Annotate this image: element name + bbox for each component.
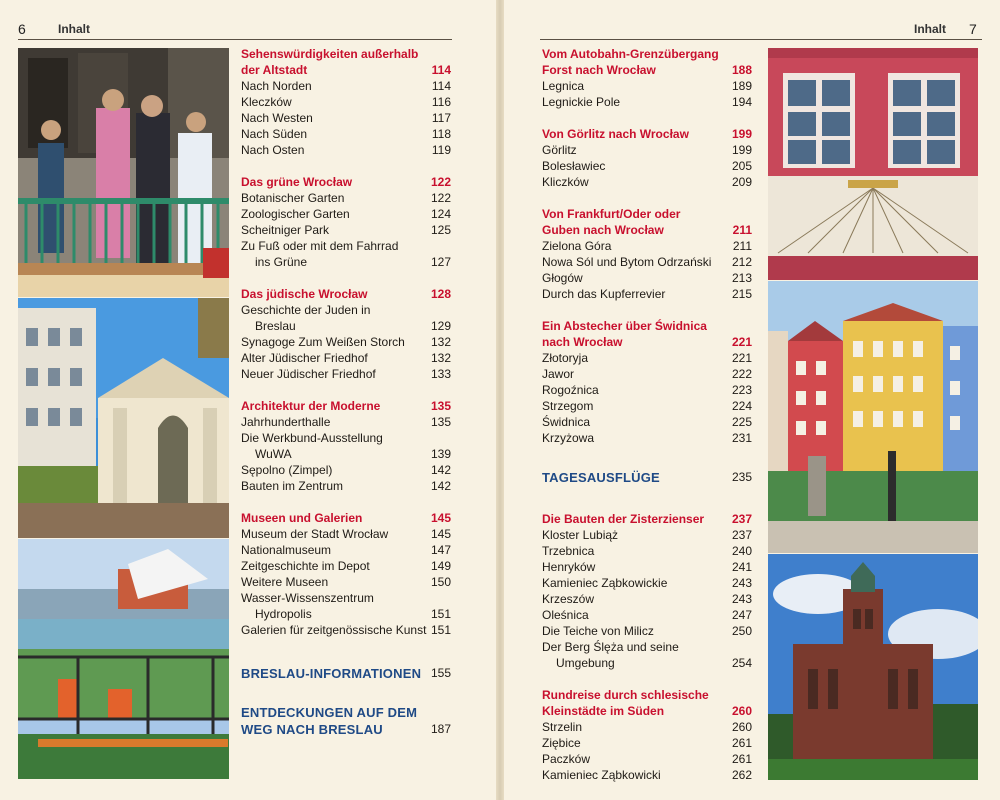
toc-page-number: 213: [731, 271, 752, 285]
toc-chapter-heading[interactable]: [542, 318, 752, 334]
toc-entry-title: Świdnica: [542, 415, 591, 429]
toc-page-number: 241: [731, 560, 752, 574]
toc-entry[interactable]: [241, 622, 451, 638]
toc-chapter-heading[interactable]: [542, 46, 752, 62]
toc-page-number: 215: [731, 287, 752, 301]
toc-page-number: 128: [430, 287, 451, 301]
toc-entry-title: Neuer Jüdischer Friedhof: [241, 367, 376, 381]
table-of-contents-continued: [542, 511, 752, 783]
toc-chapter-heading[interactable]: [241, 62, 451, 78]
toc-page-number: 150: [430, 575, 451, 589]
photo-river-terrace: [18, 539, 229, 779]
toc-entry[interactable]: [542, 286, 752, 302]
toc-page-number: 122: [430, 191, 451, 205]
toc-page-number: 240: [731, 544, 752, 558]
toc-entry[interactable]: [241, 334, 451, 350]
toc-page-number: 125: [430, 223, 451, 237]
toc-entry-title: Der Berg Ślęża und seine: [542, 640, 679, 654]
toc-entry-title: Von Görlitz nach Wrocław: [542, 127, 689, 141]
major-section-page: 155: [430, 666, 451, 680]
page-header: Inhalt: [914, 22, 946, 36]
major-section-title: BRESLAU-INFORMATIONEN: [241, 666, 422, 681]
toc-entry-title: Sehenswürdigkeiten außerhalb: [241, 47, 419, 61]
toc-entry[interactable]: [241, 78, 451, 94]
toc-spacer: [241, 158, 451, 174]
toc-entry-title: Zeitgeschichte im Depot: [241, 559, 370, 573]
toc-entry-title: Strzelin: [542, 720, 583, 734]
toc-entry-title: Bauten im Zentrum: [241, 479, 344, 493]
toc-entry-title: Kamieniec Ząbkowickie: [542, 576, 668, 590]
toc-page-number: 147: [430, 543, 451, 557]
toc-spacer: [542, 190, 752, 206]
toc-entry-title: Nach Süden: [241, 127, 308, 141]
page-header: Inhalt: [58, 22, 90, 36]
major-section: [542, 470, 752, 487]
page-number: 7: [969, 21, 977, 37]
toc-entry-title: Guben nach Wrocław: [542, 223, 664, 237]
toc-page-number: 250: [731, 624, 752, 638]
toc-entry-title: Nach Westen: [241, 111, 313, 125]
toc-entry-title: nach Wrocław: [542, 335, 623, 349]
toc-page-number: 189: [731, 79, 752, 93]
photo-market-square: [768, 281, 978, 553]
toc-entry-title: Geschichte der Juden in: [241, 303, 371, 317]
toc-entry[interactable]: [542, 398, 752, 414]
toc-page-number: 209: [731, 175, 752, 189]
toc-entry[interactable]: [241, 206, 451, 222]
toc-page-number: 260: [731, 704, 752, 718]
toc-page-number: 243: [731, 576, 752, 590]
toc-entry[interactable]: [241, 478, 451, 494]
toc-page-number: 199: [731, 143, 752, 157]
toc-entry-title: Paczków: [542, 752, 591, 766]
toc-entry[interactable]: [542, 623, 752, 639]
toc-entry-title: Architektur der Moderne: [241, 399, 381, 413]
toc-entry-title: Museum der Stadt Wrocław: [241, 527, 389, 541]
toc-entry-title: Synagoge Zum Weißen Storch: [241, 335, 405, 349]
toc-entry-title: Vom Autobahn-Grenzübergang: [542, 47, 719, 61]
toc-page-number: 261: [731, 736, 752, 750]
toc-entry[interactable]: [542, 575, 752, 591]
toc-entry-title: Legnickie Pole: [542, 95, 621, 109]
toc-page-number: 129: [430, 319, 451, 333]
toc-entry[interactable]: [241, 254, 451, 270]
major-section-entry[interactable]: [542, 470, 752, 487]
toc-entry-title: Zielona Góra: [542, 239, 612, 253]
toc-page-number: 199: [731, 127, 752, 141]
toc-entry[interactable]: [542, 94, 752, 110]
toc-entry-title: Krzyżowa: [542, 431, 595, 445]
toc-spacer: [542, 302, 752, 318]
toc-page-number: 142: [430, 463, 451, 477]
toc-page-number: 222: [731, 367, 752, 381]
toc-page-number: 223: [731, 383, 752, 397]
toc-chapter-heading[interactable]: [542, 687, 752, 703]
major-section-entry[interactable]: [241, 666, 451, 683]
toc-entry[interactable]: [542, 607, 752, 623]
toc-page-number: 132: [430, 351, 451, 365]
toc-entry-title: Strzegom: [542, 399, 594, 413]
toc-entry[interactable]: [241, 542, 451, 558]
toc-entry-title: Von Frankfurt/Oder oder: [542, 207, 681, 221]
toc-page-number: 224: [731, 399, 752, 413]
toc-page-number: 243: [731, 592, 752, 606]
toc-page-number: 133: [430, 367, 451, 381]
table-of-contents: [542, 46, 752, 446]
header-rule: [540, 39, 982, 40]
toc-entry[interactable]: [542, 719, 752, 735]
toc-entry[interactable]: [241, 350, 451, 366]
toc-entry-title: Kloster Lubiąż: [542, 528, 619, 542]
major-section-page: 235: [731, 470, 752, 484]
toc-entry-title: Bolesławiec: [542, 159, 606, 173]
toc-page-number: 262: [731, 768, 752, 782]
toc-entry[interactable]: [241, 142, 451, 158]
toc-entry[interactable]: [542, 414, 752, 430]
toc-page-number: 149: [430, 559, 451, 573]
toc-page-number: 116: [431, 95, 451, 109]
toc-entry-title: Kleczków: [241, 95, 292, 109]
toc-entry[interactable]: [241, 126, 451, 142]
toc-entry[interactable]: [542, 382, 752, 398]
toc-page-number: 254: [731, 656, 752, 670]
major-section-page: 187: [430, 722, 451, 736]
toc-chapter-heading[interactable]: [542, 62, 752, 78]
toc-entry-title: Ziębice: [542, 736, 581, 750]
toc-entry-title: Durch das Kupferrevier: [542, 287, 666, 301]
toc-page-number: 124: [430, 207, 451, 221]
toc-chapter-heading[interactable]: [542, 126, 752, 142]
toc-page-number: 145: [430, 511, 451, 525]
toc-chapter-heading[interactable]: [542, 703, 752, 719]
photo-gothic-church: [768, 554, 978, 780]
toc-page-number: 119: [431, 143, 451, 157]
toc-page-number: 261: [731, 752, 752, 766]
toc-entry-title: Złotoryja: [542, 351, 589, 365]
toc-spacer: [542, 110, 752, 126]
toc-entry-title: der Altstadt: [241, 63, 308, 77]
toc-entry[interactable]: [241, 446, 451, 462]
toc-entry-title: Henryków: [542, 560, 596, 574]
toc-entry-title: Rundreise durch schlesische: [542, 688, 709, 702]
major-section-title: WEG NACH BRESLAU: [241, 722, 383, 737]
toc-chapter-heading[interactable]: [241, 510, 451, 526]
toc-entry[interactable]: [542, 158, 752, 174]
toc-page-number: 117: [431, 111, 451, 125]
toc-entry-title: Nowa Sól und Bytom Odrzański: [542, 255, 712, 269]
toc-chapter-heading[interactable]: [241, 286, 451, 302]
major-section-title: TAGESAUSFLÜGE: [542, 470, 660, 485]
toc-entry-title: Oleśnica: [542, 608, 589, 622]
toc-entry[interactable]: [241, 462, 451, 478]
toc-chapter-heading[interactable]: [542, 206, 752, 222]
toc-page-number: 212: [731, 255, 752, 269]
toc-entry[interactable]: [542, 527, 752, 543]
toc-entry[interactable]: [542, 559, 752, 575]
toc-chapter-heading[interactable]: [542, 334, 752, 350]
toc-entry-title: WuWA: [255, 447, 292, 461]
toc-entry[interactable]: [241, 606, 451, 622]
toc-entry[interactable]: [542, 254, 752, 270]
toc-entry-title: Nationalmuseum: [241, 543, 332, 557]
toc-page-number: 231: [731, 431, 752, 445]
toc-entry-title: Das jüdische Wrocław: [241, 287, 368, 301]
toc-entry[interactable]: [241, 110, 451, 126]
toc-entry[interactable]: [241, 222, 451, 238]
toc-entry[interactable]: [241, 558, 451, 574]
toc-chapter-heading[interactable]: [241, 398, 451, 414]
toc-entry-title: Galerien für zeitgenössische Kunst: [241, 623, 427, 637]
toc-entry[interactable]: [542, 639, 752, 655]
toc-entry-title: ins Grüne: [255, 255, 308, 269]
toc-entry-title: Das grüne Wrocław: [241, 175, 353, 189]
book-gutter: [496, 0, 504, 800]
toc-page-number: 211: [732, 223, 752, 237]
toc-entry[interactable]: [542, 655, 752, 671]
toc-entry-title: Museen und Galerien: [241, 511, 363, 525]
toc-page-number: 139: [430, 447, 451, 461]
major-sections: [241, 666, 451, 739]
toc-page-number: 247: [731, 608, 752, 622]
toc-entry-title: Kleinstädte im Süden: [542, 704, 665, 718]
toc-entry[interactable]: [241, 94, 451, 110]
toc-entry[interactable]: [542, 238, 752, 254]
toc-page-number: 114: [431, 63, 451, 77]
toc-entry[interactable]: [542, 270, 752, 286]
toc-entry[interactable]: [241, 318, 451, 334]
toc-page-number: 211: [732, 239, 752, 253]
toc-chapter-heading[interactable]: [542, 222, 752, 238]
toc-page-number: 221: [731, 351, 752, 365]
toc-entry-title: Zoologischer Garten: [241, 207, 350, 221]
photo-synagogue: [18, 298, 229, 538]
toc-entry-title: Kliczków: [542, 175, 589, 189]
major-section-entry[interactable]: [241, 705, 451, 739]
toc-page-number: 114: [431, 79, 451, 93]
toc-entry-title: Botanischer Garten: [241, 191, 345, 205]
toc-page-number: 237: [731, 512, 752, 526]
toc-page-number: 135: [430, 399, 451, 413]
toc-entry-title: Görlitz: [542, 143, 577, 157]
toc-page-number: 132: [430, 335, 451, 349]
toc-page-number: 221: [731, 335, 752, 349]
toc-entry-title: Die Teiche von Milicz: [542, 624, 654, 638]
toc-spacer: [542, 671, 752, 687]
toc-page-number: 225: [731, 415, 752, 429]
toc-chapter-heading[interactable]: [542, 511, 752, 527]
toc-entry-title: Trzebnica: [542, 544, 595, 558]
toc-entry-title: Krzeszów: [542, 592, 595, 606]
toc-entry[interactable]: [542, 735, 752, 751]
toc-page-number: 135: [430, 415, 451, 429]
toc-page-number: 205: [731, 159, 752, 173]
toc-entry[interactable]: [542, 142, 752, 158]
toc-entry-title: Legnica: [542, 79, 585, 93]
toc-entry[interactable]: [542, 767, 752, 783]
toc-page-number: 194: [731, 95, 752, 109]
left-page: [0, 0, 496, 800]
toc-entry-title: Breslau: [255, 319, 296, 333]
toc-entry-title: Jawor: [542, 367, 575, 381]
toc-entry[interactable]: [241, 238, 451, 254]
right-page: [504, 0, 1000, 800]
toc-entry-title: Die Bauten der Zisterzienser: [542, 512, 705, 526]
toc-entry-title: Jahrhunderthalle: [241, 415, 331, 429]
toc-page-number: 151: [430, 623, 451, 637]
toc-spacer: [241, 494, 451, 510]
toc-entry-title: Umgebung: [556, 656, 615, 670]
page-number: 6: [18, 21, 26, 37]
toc-page-number: 118: [431, 127, 451, 141]
toc-entry[interactable]: [542, 543, 752, 559]
toc-entry-title: Zu Fuß oder mit dem Fahrrad: [241, 239, 399, 253]
toc-entry-title: Nach Osten: [241, 143, 305, 157]
toc-chapter-heading[interactable]: [241, 174, 451, 190]
toc-entry[interactable]: [241, 590, 451, 606]
toc-entry[interactable]: [542, 751, 752, 767]
photo-balcony-tourists: [18, 48, 229, 297]
toc-entry[interactable]: [241, 190, 451, 206]
toc-entry[interactable]: [241, 302, 451, 318]
toc-spacer: [241, 382, 451, 398]
toc-entry-title: Wasser-Wissenszentrum: [241, 591, 374, 605]
major-section-title: ENTDECKUNGEN AUF DEM: [241, 705, 418, 720]
toc-entry[interactable]: [542, 350, 752, 366]
toc-page-number: 127: [430, 255, 451, 269]
toc-entry[interactable]: [542, 366, 752, 382]
toc-entry-title: Kamieniec Ząbkowicki: [542, 768, 661, 782]
table-of-contents: [241, 46, 451, 638]
toc-entry-title: Alter Jüdischer Friedhof: [241, 351, 368, 365]
toc-page-number: 237: [731, 528, 752, 542]
toc-entry-title: Hydropolis: [255, 607, 312, 621]
toc-entry-title: Ein Abstecher über Świdnica: [542, 319, 707, 333]
toc-chapter-heading[interactable]: [241, 46, 451, 62]
photo-sundial-facade: [768, 48, 978, 280]
toc-page-number: 151: [430, 607, 451, 621]
toc-entry[interactable]: [241, 574, 451, 590]
toc-entry[interactable]: [542, 591, 752, 607]
toc-entry-title: Nach Norden: [241, 79, 312, 93]
toc-entry[interactable]: [241, 526, 451, 542]
toc-spacer: [241, 270, 451, 286]
toc-page-number: 145: [430, 527, 451, 541]
toc-entry-title: Głogów: [542, 271, 583, 285]
toc-entry-title: Rogoźnica: [542, 383, 599, 397]
toc-page-number: 122: [430, 175, 451, 189]
toc-entry[interactable]: [241, 414, 451, 430]
toc-entry[interactable]: [241, 366, 451, 382]
toc-page-number: 142: [430, 479, 451, 493]
toc-entry-title: Scheitniger Park: [241, 223, 330, 237]
header-rule: [18, 39, 452, 40]
toc-entry-title: Sępolno (Zimpel): [241, 463, 333, 477]
toc-page-number: 188: [731, 63, 752, 77]
toc-entry-title: Weitere Museen: [241, 575, 329, 589]
toc-entry-title: Forst nach Wrocław: [542, 63, 656, 77]
toc-page-number: 260: [731, 720, 752, 734]
toc-entry[interactable]: [241, 430, 451, 446]
toc-entry[interactable]: [542, 430, 752, 446]
toc-entry-title: Die Werkbund-Ausstellung: [241, 431, 383, 445]
toc-entry[interactable]: [542, 174, 752, 190]
toc-entry[interactable]: [542, 78, 752, 94]
